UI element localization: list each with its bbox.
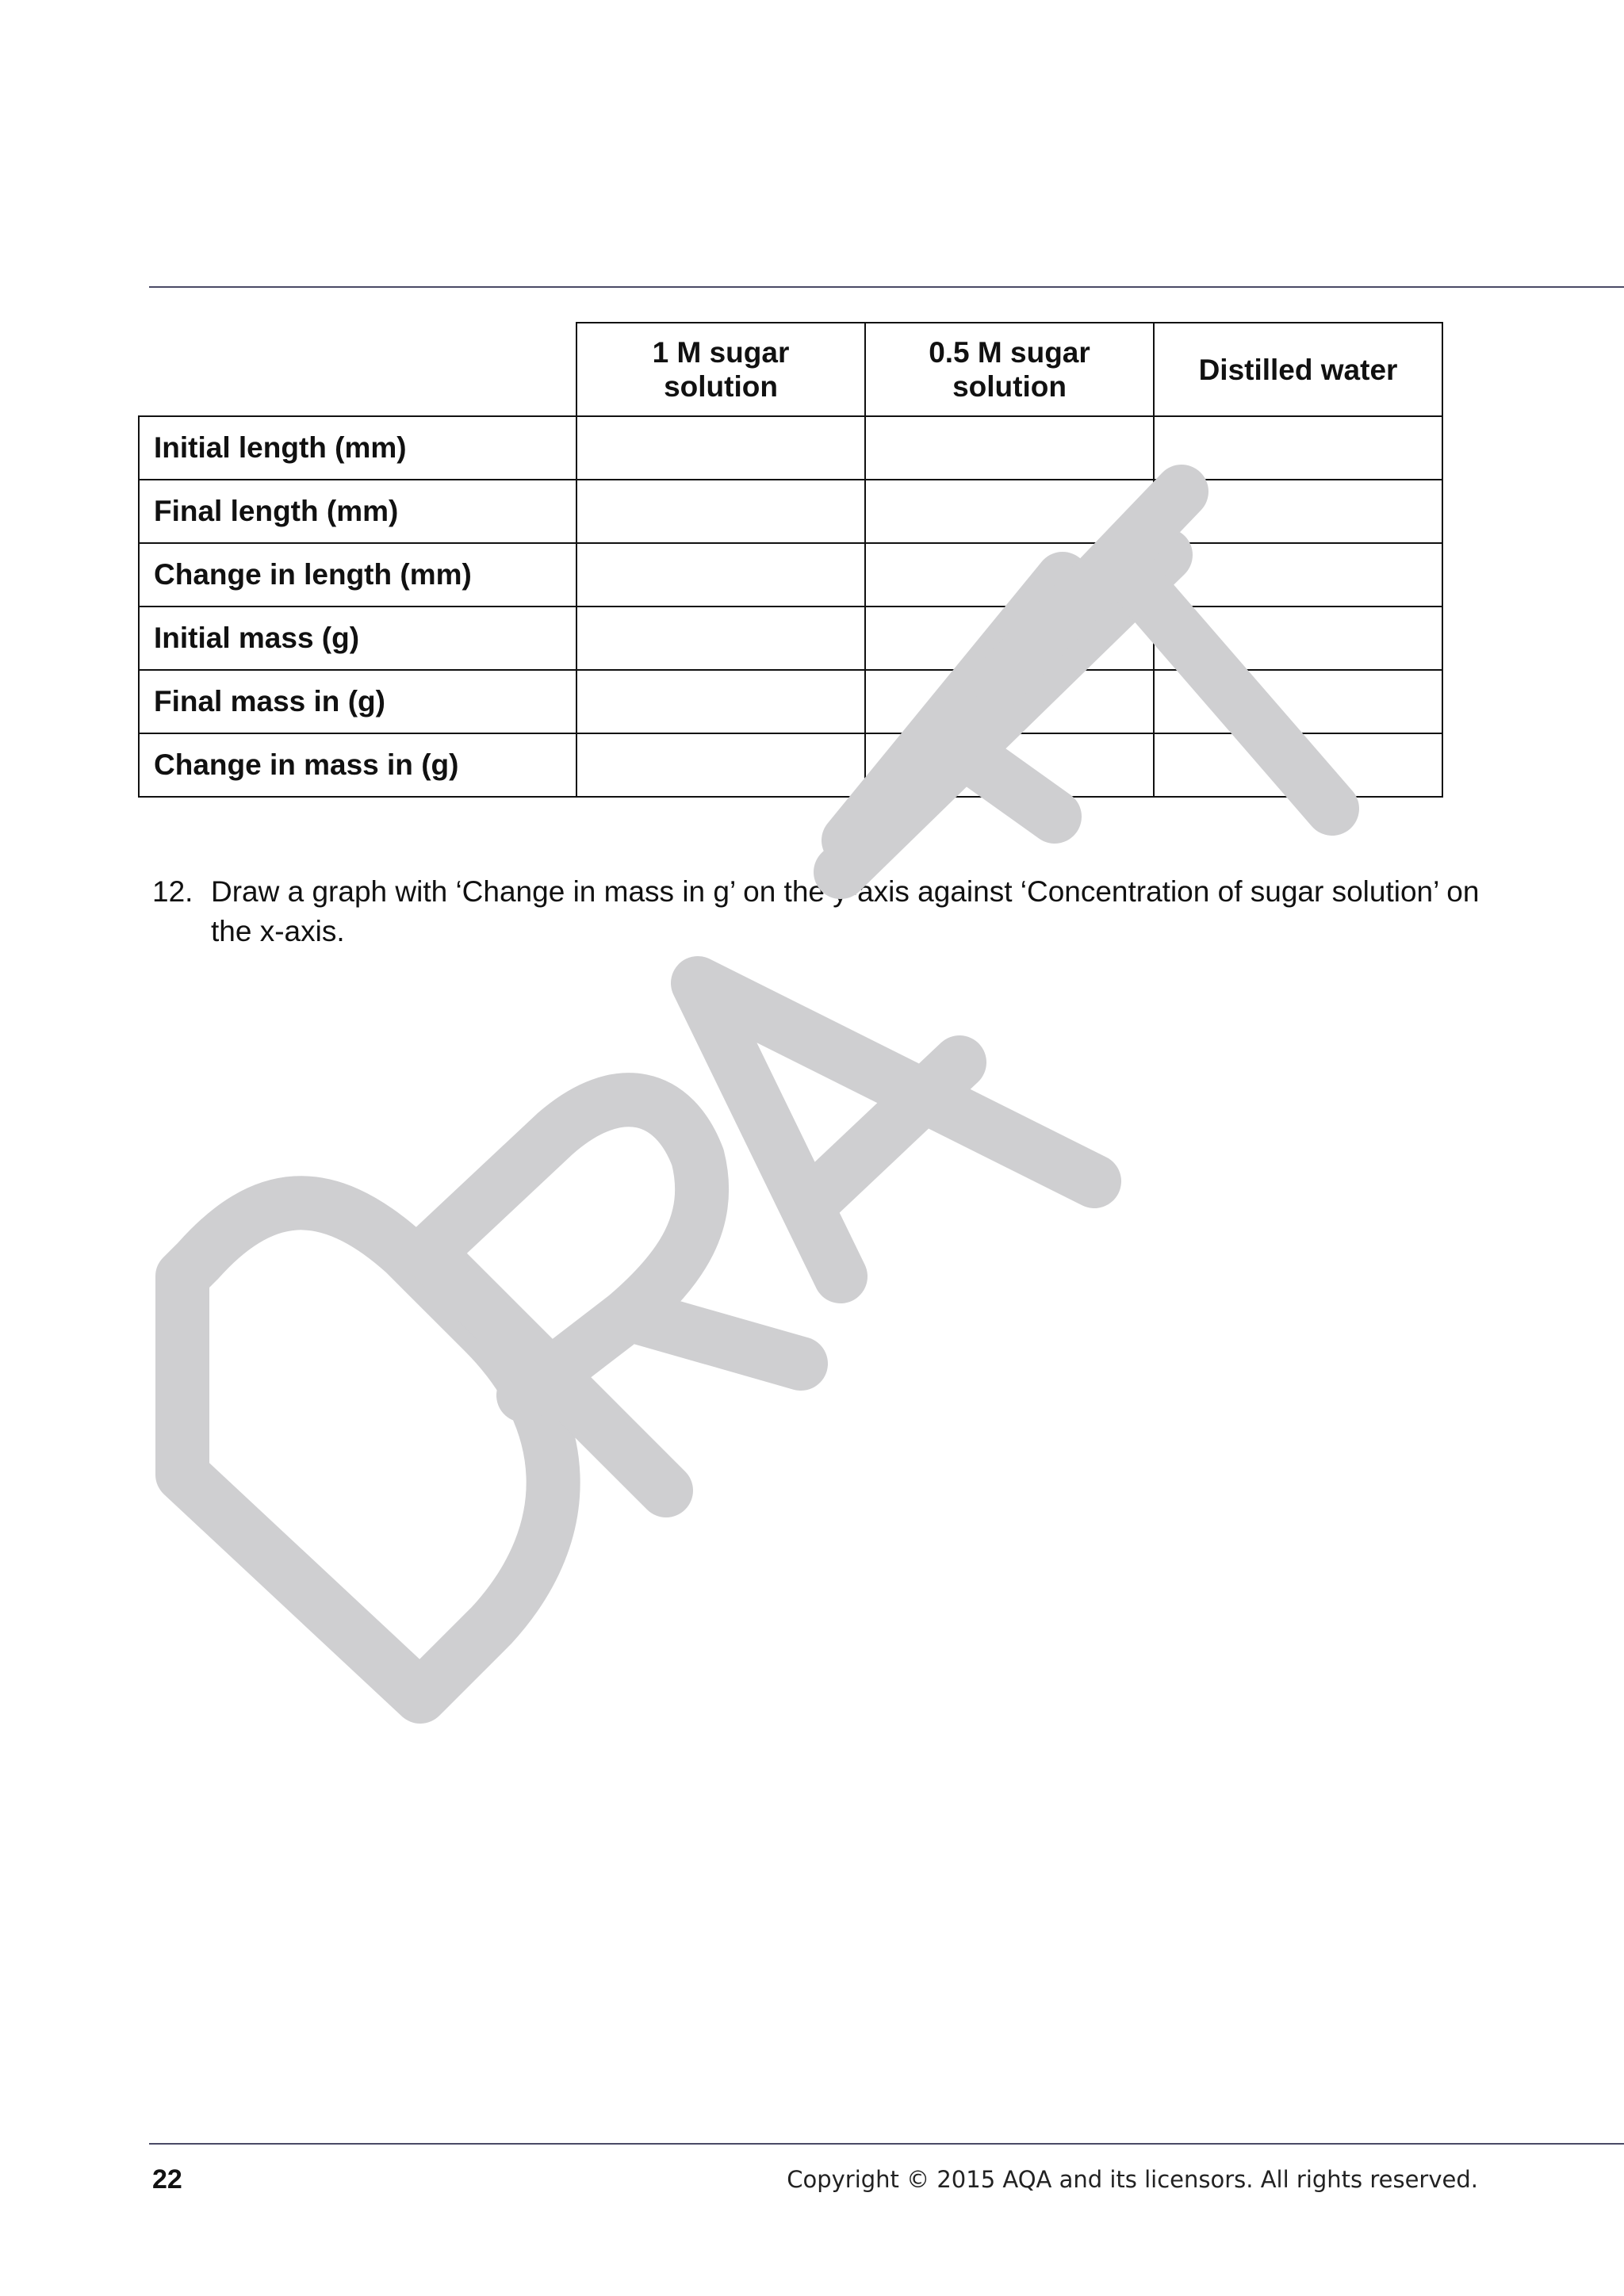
table-cell xyxy=(576,670,865,733)
table-row xyxy=(139,543,1442,607)
column-header: 0.5 M sugar solution xyxy=(865,323,1154,416)
table-cell xyxy=(1154,733,1442,797)
table-cell xyxy=(865,480,1154,543)
row-label: Final length (mm) xyxy=(139,480,576,543)
table-cell xyxy=(865,416,1154,480)
table-cell xyxy=(865,670,1154,733)
table-cell xyxy=(576,416,865,480)
row-label: Change in length (mm) xyxy=(139,543,576,607)
table-cell xyxy=(576,733,865,797)
table-row xyxy=(139,416,1442,480)
table-header-row xyxy=(139,323,1442,416)
watermark-letter-a xyxy=(698,983,1094,1276)
table-cell xyxy=(576,480,865,543)
column-header: 1 M sugar solution xyxy=(576,323,865,416)
results-table xyxy=(138,322,1443,798)
column-header: Distilled water xyxy=(1154,323,1442,416)
table-corner-cell xyxy=(139,323,576,416)
row-label: Final mass in (g) xyxy=(139,670,576,733)
row-label: Change in mass in (g) xyxy=(139,733,576,797)
table-cell xyxy=(1154,416,1442,480)
table-row xyxy=(139,733,1442,797)
question-number: 12. xyxy=(152,875,193,908)
table-cell xyxy=(576,543,865,607)
page-number: 22 xyxy=(152,2164,182,2195)
question-12 xyxy=(152,872,1516,951)
copyright-notice: Copyright © 2015 AQA and its licensors. All rights reserved. xyxy=(787,2166,1478,2193)
watermark-letter-d xyxy=(182,1203,553,1697)
table-cell xyxy=(865,607,1154,670)
header-rule xyxy=(149,286,1624,288)
watermark-letter-r xyxy=(428,1100,801,1490)
table-cell xyxy=(1154,670,1442,733)
row-label: Initial mass (g) xyxy=(139,607,576,670)
table-row xyxy=(139,607,1442,670)
question-text: Draw a graph with ‘Change in mass in g’ on the y-axis against ‘Concentration of sugar solution’ on the x-axis. xyxy=(211,875,1480,947)
row-label: Initial length (mm) xyxy=(139,416,576,480)
table-cell xyxy=(576,607,865,670)
table-cell xyxy=(865,733,1154,797)
footer-rule xyxy=(149,2143,1624,2145)
table-cell xyxy=(1154,480,1442,543)
table-row xyxy=(139,480,1442,543)
table-row xyxy=(139,670,1442,733)
table-cell xyxy=(1154,543,1442,607)
table-cell xyxy=(865,543,1154,607)
table-cell xyxy=(1154,607,1442,670)
